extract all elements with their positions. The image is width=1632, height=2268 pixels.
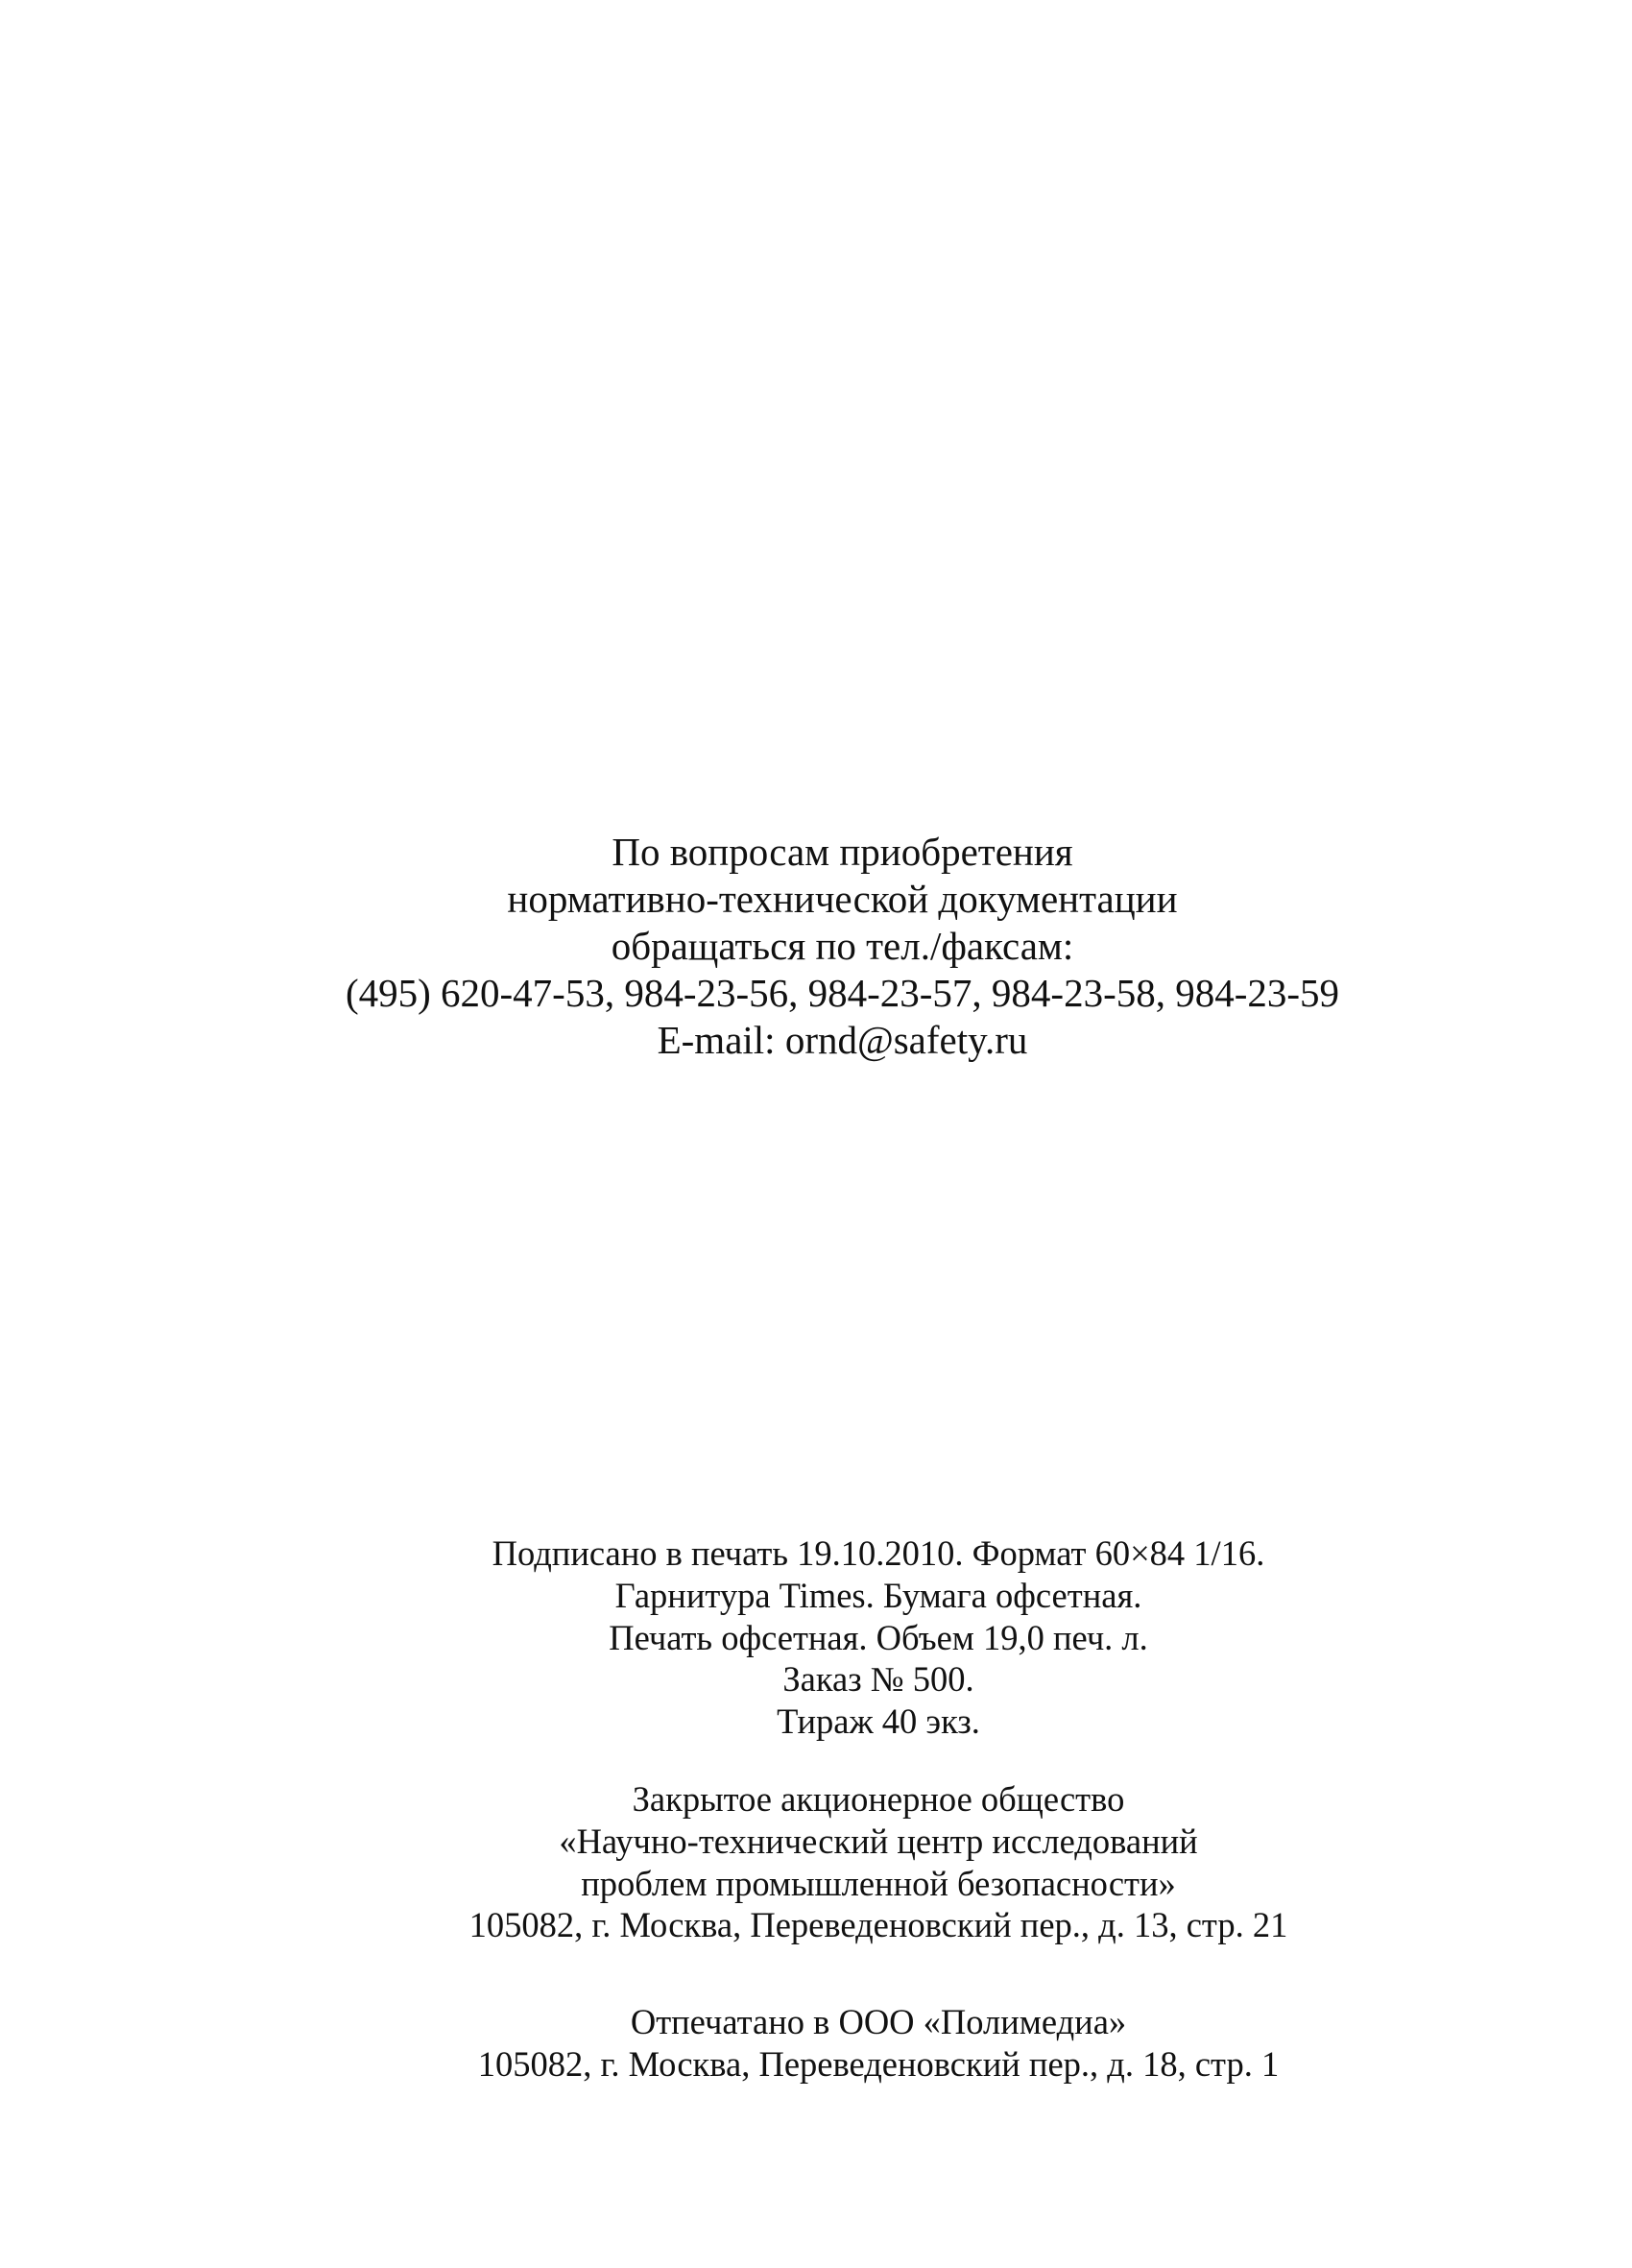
contact-line-1: По вопросам приобретения	[612, 830, 1073, 874]
contact-phones: (495) 620-47-53, 984-23-56, 984-23-57, 984-23-58, 984-23-59	[345, 971, 1340, 1015]
printer-address: 105082, г. Москва, Переведеновский пер., д. 18, стр. 1	[477, 2043, 1280, 2084]
contact-email: E-mail: ornd@safety.ru	[657, 1018, 1028, 1062]
imprint-printing: Печать офсетная. Объем 19,0 печ. л.	[609, 1617, 1148, 1657]
publisher-name-line-1: «Научно-технический центр исследований	[559, 1821, 1198, 1861]
contact-line-3: обращаться по тел./факсам:	[611, 924, 1074, 968]
publisher-block	[0, 1778, 1632, 1946]
printer-name: Отпечатано в ООО «Полимедиа»	[630, 2002, 1127, 2041]
contact-line-2: нормативно-технической документации	[507, 877, 1178, 921]
publisher-type: Закрытое акционерное общество	[632, 1779, 1125, 1819]
purchase-contact-block	[0, 829, 1632, 1064]
imprint-order: Заказ № 500.	[782, 1659, 974, 1700]
imprint-typeface: Гарнитура Times. Бумага офсетная.	[614, 1575, 1142, 1615]
printer-block	[0, 2001, 1632, 2086]
imprint-block	[0, 1532, 1632, 1743]
imprint-signed: Подписано в печать 19.10.2010. Формат 60×84 1/16.	[492, 1533, 1265, 1573]
publisher-address: 105082, г. Москва, Переведеновский пер., д. 13, стр. 21	[468, 1905, 1288, 1945]
imprint-run: Тираж 40 экз.	[777, 1701, 980, 1742]
publisher-name-line-2: проблем промышленной безопасности»	[581, 1863, 1176, 1903]
